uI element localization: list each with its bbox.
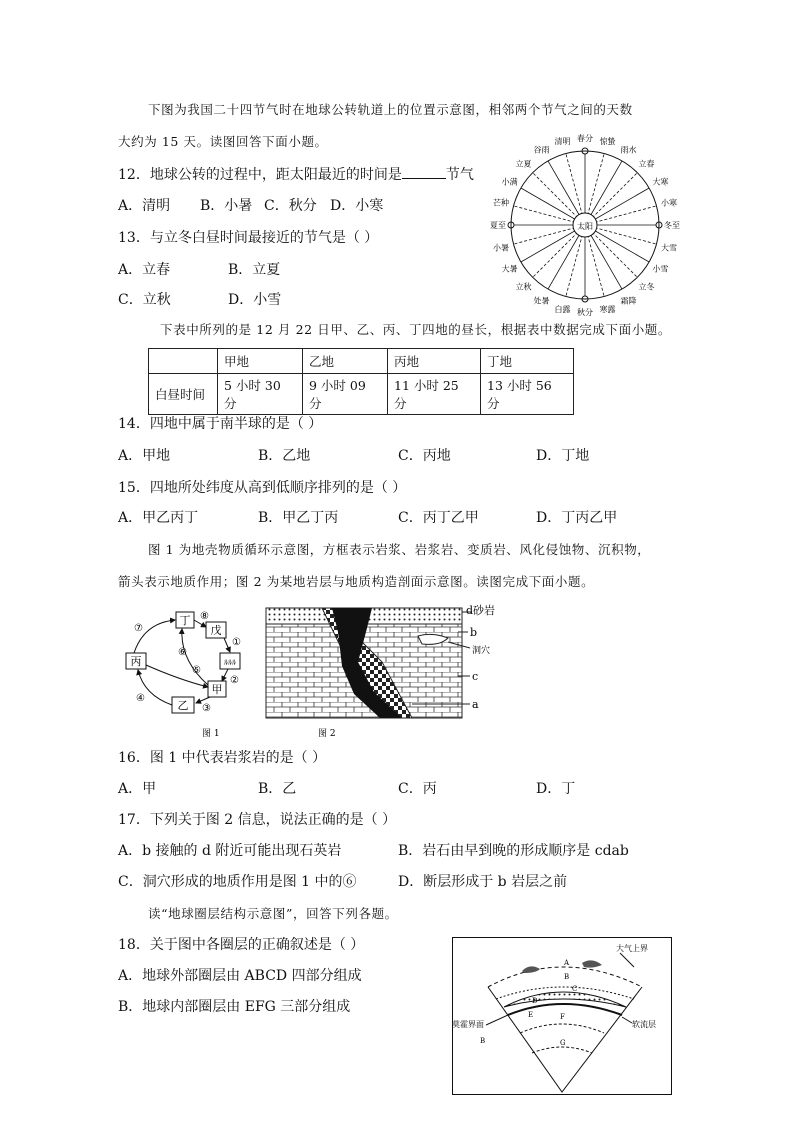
solar-term-label: 冬至 <box>664 221 680 230</box>
arrow-8-label: ⑧ <box>200 611 209 622</box>
table-cell: 5 小时 30 分 <box>218 374 303 415</box>
box-ding-label: 丁 <box>179 614 191 627</box>
label-b-lower: B <box>480 1037 486 1045</box>
solar-terms-figure <box>490 130 680 317</box>
solar-term-label: 春分 <box>577 134 593 143</box>
fig2-caption: 图 2 <box>318 729 336 739</box>
q17-option-d[interactable]: D．断层形成于 b 岩层之前 <box>398 874 568 890</box>
solar-term-label: 立秋 <box>515 282 532 292</box>
box-magma-label: ﾙﾙﾙ <box>224 658 236 667</box>
solar-term-label: 小寒 <box>661 198 678 208</box>
table-row <box>149 374 574 415</box>
table-header-cell: 乙地 <box>303 349 388 374</box>
label-f: F <box>560 1013 565 1021</box>
q15-option-a[interactable]: A．甲乙丙丁 <box>118 510 199 526</box>
label-e: E <box>528 1011 534 1019</box>
q14-option-b[interactable]: B．乙地 <box>258 448 311 464</box>
question-15: 15．四地所处纬度从高到低顺序排列的是（ ） <box>118 480 407 496</box>
solar-term-label: 小满 <box>501 177 518 187</box>
solar-term-label: 谷雨 <box>533 145 550 155</box>
label-c: c <box>472 670 479 683</box>
q16-option-b[interactable]: B．乙 <box>258 781 297 797</box>
arrow-5-label: ⑤ <box>192 665 201 676</box>
q16-option-a[interactable]: A．甲 <box>118 781 157 797</box>
q15-option-d[interactable]: D．丁丙乙甲 <box>536 510 618 526</box>
question-12 <box>118 166 474 183</box>
q14-option-a[interactable]: A．甲地 <box>118 448 171 464</box>
arrow-2-label: ② <box>230 675 239 686</box>
box-yi-label: 乙 <box>177 699 189 712</box>
label-c: C <box>572 985 578 993</box>
solar-term-label: 立春 <box>638 159 655 169</box>
label-a: A <box>564 959 570 967</box>
arrow-4-label: ④ <box>136 693 145 704</box>
q16-option-d[interactable]: D．丁 <box>536 781 576 797</box>
question-12-suffix: 节气 <box>445 167 474 183</box>
solar-term-label: 处暑 <box>533 296 550 306</box>
solar-term-label: 惊蛰 <box>599 136 616 146</box>
intro-2: 下表中所列的是 12 月 22 日甲、乙、丙、丁四地的昼长，根据表中数据完成下面小题。 <box>160 322 672 337</box>
q18-option-a[interactable]: A．地球外部圈层由 ABCD 四部分组成 <box>118 968 362 984</box>
intro-1-line1: 下图为我国二十四节气时在地球公转轨道上的位置示意图，相邻两个节气之间的天数 <box>148 102 633 117</box>
fig1-caption: 图 1 <box>202 729 220 739</box>
solar-term-label: 立夏 <box>515 159 532 169</box>
rock-cycle-figure <box>120 605 260 740</box>
intro-4: 读“地球圈层结构示意图”，回答下列各题。 <box>148 906 398 921</box>
q12-option-a[interactable]: A．清明 <box>118 198 171 214</box>
label-atmosphere-top: 大气上界 <box>616 944 648 953</box>
solar-term-label: 雨水 <box>620 145 637 155</box>
box-wu-label: 戊 <box>210 624 222 637</box>
q17-option-c[interactable]: C．洞穴形成的地质作用是图 1 中的⑥ <box>118 874 357 890</box>
sun-label: 太阳 <box>577 222 593 231</box>
label-g: G <box>560 1039 566 1047</box>
q18-option-b[interactable]: B．地球内部圈层由 EFG 三部分组成 <box>118 999 351 1015</box>
label-d-sandstone: d砂岩 <box>466 604 496 617</box>
table-header-cell: 丁地 <box>481 349 574 374</box>
label-moho: 莫霍界面 <box>452 1020 484 1029</box>
solar-term-label: 芒种 <box>492 198 509 208</box>
table-cell: 白昼时间 <box>149 374 218 415</box>
solar-term-label: 白露 <box>554 305 571 315</box>
table-cell: 9 小时 09 分 <box>303 374 388 415</box>
arrow-1 <box>224 638 230 652</box>
table-header-cell: 丙地 <box>388 349 481 374</box>
label-asthenosphere: 软流层 <box>632 1020 656 1029</box>
q14-option-d[interactable]: D．丁地 <box>536 448 590 464</box>
answer-blank[interactable] <box>402 166 446 179</box>
strata-figure <box>262 602 502 740</box>
earth-layers-figure <box>452 937 672 1095</box>
question-17: 17．下列关于图 2 信息，说法正确的是（ ） <box>118 812 397 828</box>
arrow-3-label: ③ <box>202 703 211 714</box>
intro-3-line1: 图 1 为地壳物质循环示意图，方框表示岩浆、岩浆岩、变质岩、风化侵蚀物、沉积物， <box>148 542 651 557</box>
arrow-7-label: ⑦ <box>134 623 143 634</box>
q17-option-a[interactable]: A．b 接触的 d 附近可能出现石英岩 <box>118 843 342 859</box>
table-header-cell: 甲地 <box>218 349 303 374</box>
solar-term-label: 大暑 <box>501 264 518 274</box>
q15-option-c[interactable]: C．丙丁乙甲 <box>398 510 479 526</box>
q14-option-c[interactable]: C．丙地 <box>398 448 451 464</box>
day-length-table <box>148 348 574 415</box>
question-18: 18．关于图中各圈层的正确叙述是（ ） <box>118 937 365 953</box>
solar-term-label: 秋分 <box>577 308 593 317</box>
q12-option-b[interactable]: B．小暑 <box>200 198 253 214</box>
intro-1-line2: 大约为 15 天。读图回答下面小题。 <box>118 134 328 149</box>
question-14: 14．四地中属于南半球的是（ ） <box>118 416 323 432</box>
label-cave: 洞穴 <box>472 646 491 656</box>
q15-option-b[interactable]: B．甲乙丁丙 <box>258 510 339 526</box>
solar-term-label: 夏至 <box>490 221 506 230</box>
q17-option-b[interactable]: B．岩石由早到晚的形成顺序是 cdab <box>398 843 629 859</box>
label-a: a <box>472 698 479 711</box>
q13-option-b[interactable]: B．立夏 <box>228 262 281 278</box>
table-cell: 13 小时 56 分 <box>481 374 574 415</box>
intro-3-line2: 箭头表示地质作用；图 2 为某地岩层与地质构造剖面示意图。读图完成下面小题。 <box>118 574 595 589</box>
question-12-prefix: 12．地球公转的过程中，距太阳最近的时间是 <box>118 167 402 183</box>
q12-option-d[interactable]: D．小寒 <box>330 198 384 214</box>
solar-term-label: 小暑 <box>492 243 509 253</box>
label-b: B <box>564 973 570 981</box>
q13-option-d[interactable]: D．小雪 <box>228 292 282 308</box>
q16-option-c[interactable]: C．丙 <box>398 781 437 797</box>
solar-term-label: 寒露 <box>599 305 616 315</box>
question-13: 13．与立冬白昼时间最接近的节气是（ ） <box>118 230 379 246</box>
solar-term-label: 大寒 <box>652 177 669 187</box>
table-header-cell <box>149 349 218 374</box>
solar-term-label: 小雪 <box>652 264 669 274</box>
solar-term-label: 立冬 <box>638 282 655 292</box>
box-jia-label: 甲 <box>211 683 223 696</box>
question-16: 16．图 1 中代表岩浆岩的是（ ） <box>118 750 327 766</box>
solar-term-label: 霜降 <box>620 296 637 306</box>
arrow-6-label: ⑥ <box>178 647 187 658</box>
arrow-1-label: ① <box>232 637 241 648</box>
table-cell: 11 小时 25 分 <box>388 374 481 415</box>
solar-term-label: 大雪 <box>661 243 678 253</box>
solar-term-label: 清明 <box>554 136 571 146</box>
q13-option-c[interactable]: C．立秋 <box>118 292 171 308</box>
q13-option-a[interactable]: A．立春 <box>118 262 171 278</box>
label-d: D <box>532 997 538 1005</box>
arrow-2 <box>222 669 228 681</box>
box-bing-label: 丙 <box>130 655 142 668</box>
label-b: b <box>470 626 478 639</box>
q12-option-c[interactable]: C．秋分 <box>264 198 317 214</box>
table-header-row <box>149 349 574 374</box>
